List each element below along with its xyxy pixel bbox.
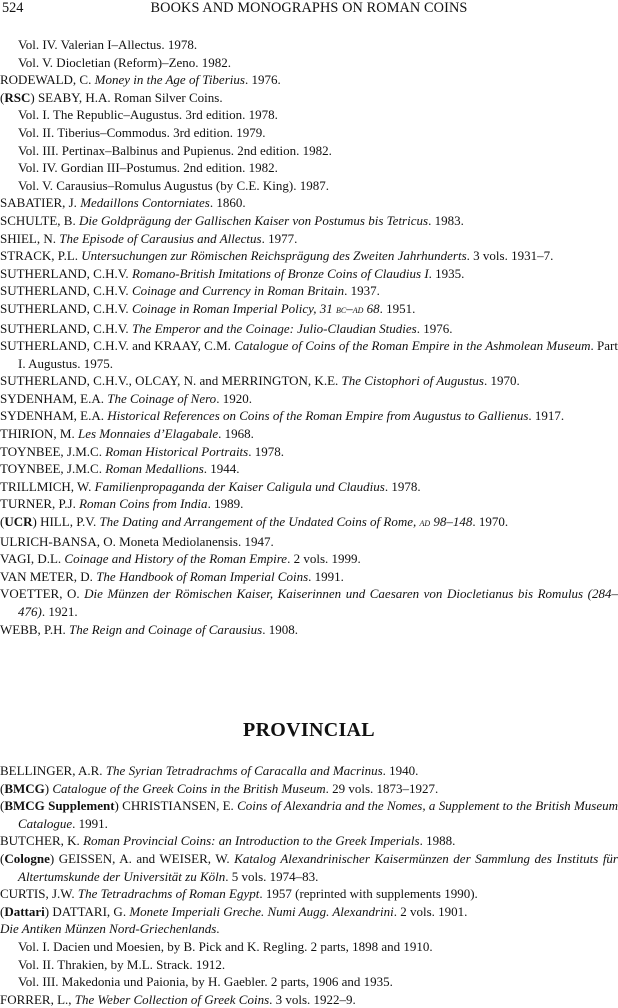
entry-text: . 3 vols. 1922–9. <box>269 991 356 1007</box>
entry-title: Les Monnaies d’Elagabale <box>78 426 219 442</box>
bibliography-entry <box>0 850 618 885</box>
entry-title: The Dating and Arrangement of the Undated Coins of Rome, <box>99 514 420 530</box>
entry-text: ad <box>352 303 364 316</box>
bibliography-entry <box>0 300 618 320</box>
running-title: BOOKS AND MONOGRAPHS ON ROMAN COINS <box>150 0 468 16</box>
entry-abbreviation: BMCG <box>4 780 45 796</box>
bibliography-entry <box>0 478 618 496</box>
entry-text: ( <box>0 780 5 796</box>
entry-text: ( <box>0 798 5 814</box>
bibliography-entry <box>0 443 618 461</box>
bibliography-entry <box>0 780 618 798</box>
bibliography-entry <box>0 390 618 408</box>
entry-abbreviation: RSC <box>4 89 31 105</box>
bibliography-list-roman <box>0 36 618 638</box>
entry-text: . 5 vols. 1974–83. <box>225 868 319 884</box>
entry-text: Vol. V. Carausius–Romulus Augustus (by C.E. King). 1987. <box>18 177 329 193</box>
bibliography-entry <box>0 320 618 338</box>
entry-title: 68 <box>363 300 380 316</box>
entry-text: . 1976. <box>416 320 453 336</box>
entry-title: – <box>346 300 353 316</box>
entry-text: SUTHERLAND, C.H.V. <box>0 265 132 281</box>
bibliography-entry <box>0 513 618 533</box>
entry-title: Historical References on Coins of the Roman Empire from Augustus to Gallienus <box>107 408 529 424</box>
bibliography-list-provincial <box>0 762 618 1008</box>
bibliography-entry <box>0 425 618 443</box>
entry-text: . 1944. <box>203 461 240 477</box>
entry-text: . 2 vols. 1901. <box>393 903 468 919</box>
entry-text: SUTHERLAND, C.H.V. and KRAAY, C.M. <box>0 338 235 354</box>
entry-text: ( <box>0 850 5 866</box>
entry-text: Vol. V. Diocletian (Reform)–Zeno. 1982. <box>18 54 232 70</box>
entry-title: 98–148 <box>430 514 473 530</box>
entry-text: ) HILL, P.V. <box>32 514 100 530</box>
entry-text: TRILLMICH, W. <box>0 478 95 494</box>
entry-text: TURNER, P.J. <box>0 496 80 512</box>
entry-text: . 2 vols. 1999. <box>287 551 361 567</box>
bibliography-entry <box>0 832 618 850</box>
entry-text: ) GEISSEN, A. and WEISER, W. <box>49 850 235 866</box>
entry-title: Roman Provincial Coins: an Introduction to the Greek Imperials <box>83 833 420 849</box>
entry-title: Roman Historical Portraits <box>105 443 249 459</box>
bibliography-entry <box>0 407 618 425</box>
entry-title: Die Münzen der Römischen Kaiser, Kaiserinnen und Caesaren von Diocletianus bis Romulus (284–476) <box>18 586 618 619</box>
entry-text: . 1921. <box>41 604 78 619</box>
entry-title: Romano-British Imitations of Bronze Coins of Claudius I <box>131 265 429 281</box>
entry-text: . 1860. <box>209 195 246 211</box>
bibliography-entry <box>0 212 618 230</box>
entry-text: ) <box>44 780 53 796</box>
entry-text: TOYNBEE, J.M.C. <box>0 461 106 477</box>
bibliography-entry <box>0 194 618 212</box>
entry-text: WEBB, P.H. <box>0 621 69 637</box>
entry-text: ( <box>0 89 5 105</box>
entry-text: FORRER, L., <box>0 991 75 1007</box>
entry-text: . 1937. <box>344 283 380 299</box>
entry-text: SHIEL, N. <box>0 230 60 246</box>
entry-title: Katalog Alexandrinischer Kaisermünzen der Sammlung des Instituts für Altertumskunde der Universität zu Köln <box>18 850 618 884</box>
entry-title: The Handbook of Roman Imperial Coins <box>96 568 309 584</box>
entry-title: Roman Medallions <box>105 461 204 477</box>
entry-abbreviation: BMCG Supplement <box>4 798 115 814</box>
bibliography-entry <box>0 973 618 991</box>
bibliography-entry <box>0 142 618 160</box>
entry-text: Vol. II. Tiberius–Commodus. 3rd edition. 1979. <box>18 124 266 140</box>
entry-text: . 1968. <box>218 426 254 442</box>
entry-title: Money in the Age of Tiberius <box>94 72 245 88</box>
entry-text: ULRICH-BANSA, O. Moneta Mediolanensis. 1947. <box>0 533 274 549</box>
entry-text: Vol. I. Dacien und Moesien, by B. Pick and K. Regling. 2 parts, 1898 and 1910. <box>18 938 433 954</box>
entry-text: . 1920. <box>216 390 252 406</box>
entry-title: The Reign and Coinage of Carausius <box>68 621 263 637</box>
entry-text: ( <box>0 903 5 919</box>
bibliography-entry <box>0 495 618 513</box>
bibliography-entry <box>0 991 618 1008</box>
entry-title: The Weber Collection of Greek Coins <box>74 991 270 1007</box>
bibliography-entry <box>0 159 618 177</box>
entry-text: . 1983. <box>428 212 464 228</box>
entry-title: Catalogue of Coins of the Roman Empire in the Ashmolean Museum <box>234 338 591 354</box>
entry-text: RODEWALD, C. <box>0 72 95 88</box>
entry-text: VOETTER, O. <box>0 586 85 602</box>
entry-title: Roman Coins from India <box>79 496 208 512</box>
entry-text: . 1976. <box>244 72 281 88</box>
entry-text: . 1978. <box>384 478 421 494</box>
entry-text: Vol. II. Thrakien, by M.L. Strack. 1912. <box>18 956 226 972</box>
entry-title: Die Goldprägung der Gallischen Kaiser von Postumus bis Tetricus <box>78 212 429 228</box>
bibliography-entry <box>0 920 618 938</box>
entry-text: . 1970. <box>472 514 509 530</box>
bibliography-entry <box>0 36 618 54</box>
entry-text: ) DATTARI, G. <box>44 903 130 919</box>
entry-title: The Emperor and the Coinage: Julio-Claudian Studies <box>131 320 417 336</box>
bibliography-entry <box>0 89 618 107</box>
entry-text: THIRION, M. <box>0 426 78 442</box>
entry-text: . 1908. <box>262 621 298 637</box>
entry-title: The Syrian Tetradrachms of Caracalla and Macrinus <box>105 763 383 778</box>
bibliography-entry <box>0 247 618 265</box>
entry-title: The Episode of Carausius and Allectus <box>59 230 262 246</box>
entry-text: SCHULTE, B. <box>0 212 79 228</box>
bibliography-entry <box>0 230 618 248</box>
entry-text: BUTCHER, K. <box>0 833 84 849</box>
bibliography-entry <box>0 337 618 372</box>
bibliography-entry <box>0 265 618 283</box>
bibliography-entry <box>0 54 618 72</box>
entry-text: . 1978. <box>248 443 284 459</box>
entry-text: bc <box>335 303 347 316</box>
entry-text: BELLINGER, A.R. <box>0 763 106 778</box>
bibliography-entry <box>0 938 618 956</box>
entry-text: Vol. I. The Republic–Augustus. 3rd edition. 1978. <box>18 107 278 123</box>
bibliography-entry <box>0 460 618 478</box>
entry-title: Die Antiken Münzen Nord-Griechenlands <box>0 921 217 937</box>
page-header <box>0 0 618 20</box>
entry-text: VAGI, D.L. <box>0 551 65 567</box>
bibliography-entry <box>0 621 618 639</box>
entry-title: Coinage and History of the Roman Empire <box>64 551 288 567</box>
bibliography-entry <box>0 762 618 780</box>
entry-text: SYDENHAM, E.A. <box>0 408 108 424</box>
entry-title: Familienpropaganda der Kaiser Caligula und Claudius <box>94 478 385 494</box>
entry-text: SYDENHAM, E.A. <box>0 390 108 406</box>
entry-text: . Part I. Augustus. 1975. <box>18 338 618 371</box>
entry-text: . 1970. <box>483 373 520 389</box>
entry-text: . 3 vols. 1931–7. <box>466 248 554 264</box>
entry-text: . 1951. <box>379 300 416 316</box>
entry-title: Monete Imperiali Greche. Numi Augg. Alexandrini <box>129 903 394 919</box>
bibliography-entry <box>0 585 618 620</box>
entry-title: The Cistophori of Augustus <box>341 373 484 389</box>
entry-text: . 1957 (reprinted with supplements 1990). <box>259 886 478 902</box>
bibliography-entry <box>0 71 618 89</box>
entry-text: . 1977. <box>261 230 298 246</box>
entry-text: . 1988. <box>419 833 456 849</box>
bibliography-entry <box>0 372 618 390</box>
entry-text: VAN METER, D. <box>0 568 97 584</box>
entry-text: SUTHERLAND, C.H.V., OLCAY, N. and MERRINGTON, K.E. <box>0 373 342 389</box>
entry-text: . 1935. <box>428 265 465 281</box>
entry-text: . 1917. <box>528 408 565 424</box>
entry-text: SABATIER, J. <box>0 195 81 211</box>
entry-title: Medaillons Contorniates <box>80 195 210 211</box>
entry-text: ) SEABY, H.A. Roman Silver Coins. <box>30 89 223 105</box>
entry-abbreviation: Dattari <box>4 903 45 919</box>
entry-text: . 1940. <box>382 763 419 778</box>
entry-text: STRACK, P.L. <box>0 248 82 264</box>
entry-text: CURTIS, J.W. <box>0 886 78 902</box>
entry-title: Coinage and Currency in Roman Britain <box>131 283 345 299</box>
bibliography-entry <box>0 956 618 974</box>
bibliography-entry <box>0 124 618 142</box>
bibliography-entry <box>0 797 618 832</box>
entry-text: ) CHRISTIANSEN, E. <box>114 798 238 814</box>
entry-text: ( <box>0 514 5 530</box>
bibliography-entry <box>0 177 618 195</box>
page-number: 524 <box>2 0 24 16</box>
entry-text: Vol. IV. Valerian I–Allectus. 1978. <box>18 37 198 52</box>
entry-text: SUTHERLAND, C.H.V. <box>0 300 132 316</box>
entry-text: SUTHERLAND, C.H.V. <box>0 320 132 336</box>
entry-title: Catalogue of the Greek Coins in the British Museum <box>52 780 326 796</box>
entry-text: . 29 vols. 1873–1927. <box>325 780 439 796</box>
entry-text: Vol. III. Pertinax–Balbinus and Pupienus. 2nd edition. 1982. <box>18 142 332 158</box>
bibliography-entry <box>0 550 618 568</box>
bibliography-entry <box>0 903 618 921</box>
bibliography-entry <box>0 106 618 124</box>
entry-title: The Coinage of Nero <box>107 390 217 406</box>
bibliography-entry <box>0 568 618 586</box>
entry-text: . 1991. <box>308 568 344 584</box>
entry-title: Coins of Alexandria and the Nomes, a Supplement to the British Museum Catalogue <box>18 798 618 831</box>
bibliography-entry <box>0 282 618 300</box>
entry-text: Vol. III. Makedonia und Paionia, by H. Gaebler. 2 parts, 1906 and 1935. <box>18 974 393 990</box>
bibliography-entry <box>0 533 618 551</box>
entry-title: Coinage in Roman Imperial Policy, 31 <box>131 300 336 316</box>
entry-text: . 1991. <box>72 815 108 831</box>
entry-text: TOYNBEE, J.M.C. <box>0 443 106 459</box>
entry-text: ad <box>419 517 431 530</box>
entry-abbreviation: Cologne <box>4 850 50 866</box>
bibliography-entry <box>0 885 618 903</box>
entry-text: SUTHERLAND, C.H.V. <box>0 283 132 299</box>
entry-text: . 1989. <box>207 496 244 512</box>
entry-title: Untersuchungen zur Römischen Reichsprägung des Zweiten Jahrhunderts <box>81 248 467 264</box>
entry-abbreviation: UCR <box>4 514 33 530</box>
section-heading-provincial: PROVINCIAL <box>243 719 375 741</box>
entry-text: . <box>216 921 220 937</box>
entry-text: Vol. IV. Gordian III–Postumus. 2nd edition. 1982. <box>18 160 278 176</box>
entry-title: The Tetradrachms of Roman Egypt <box>77 886 260 902</box>
